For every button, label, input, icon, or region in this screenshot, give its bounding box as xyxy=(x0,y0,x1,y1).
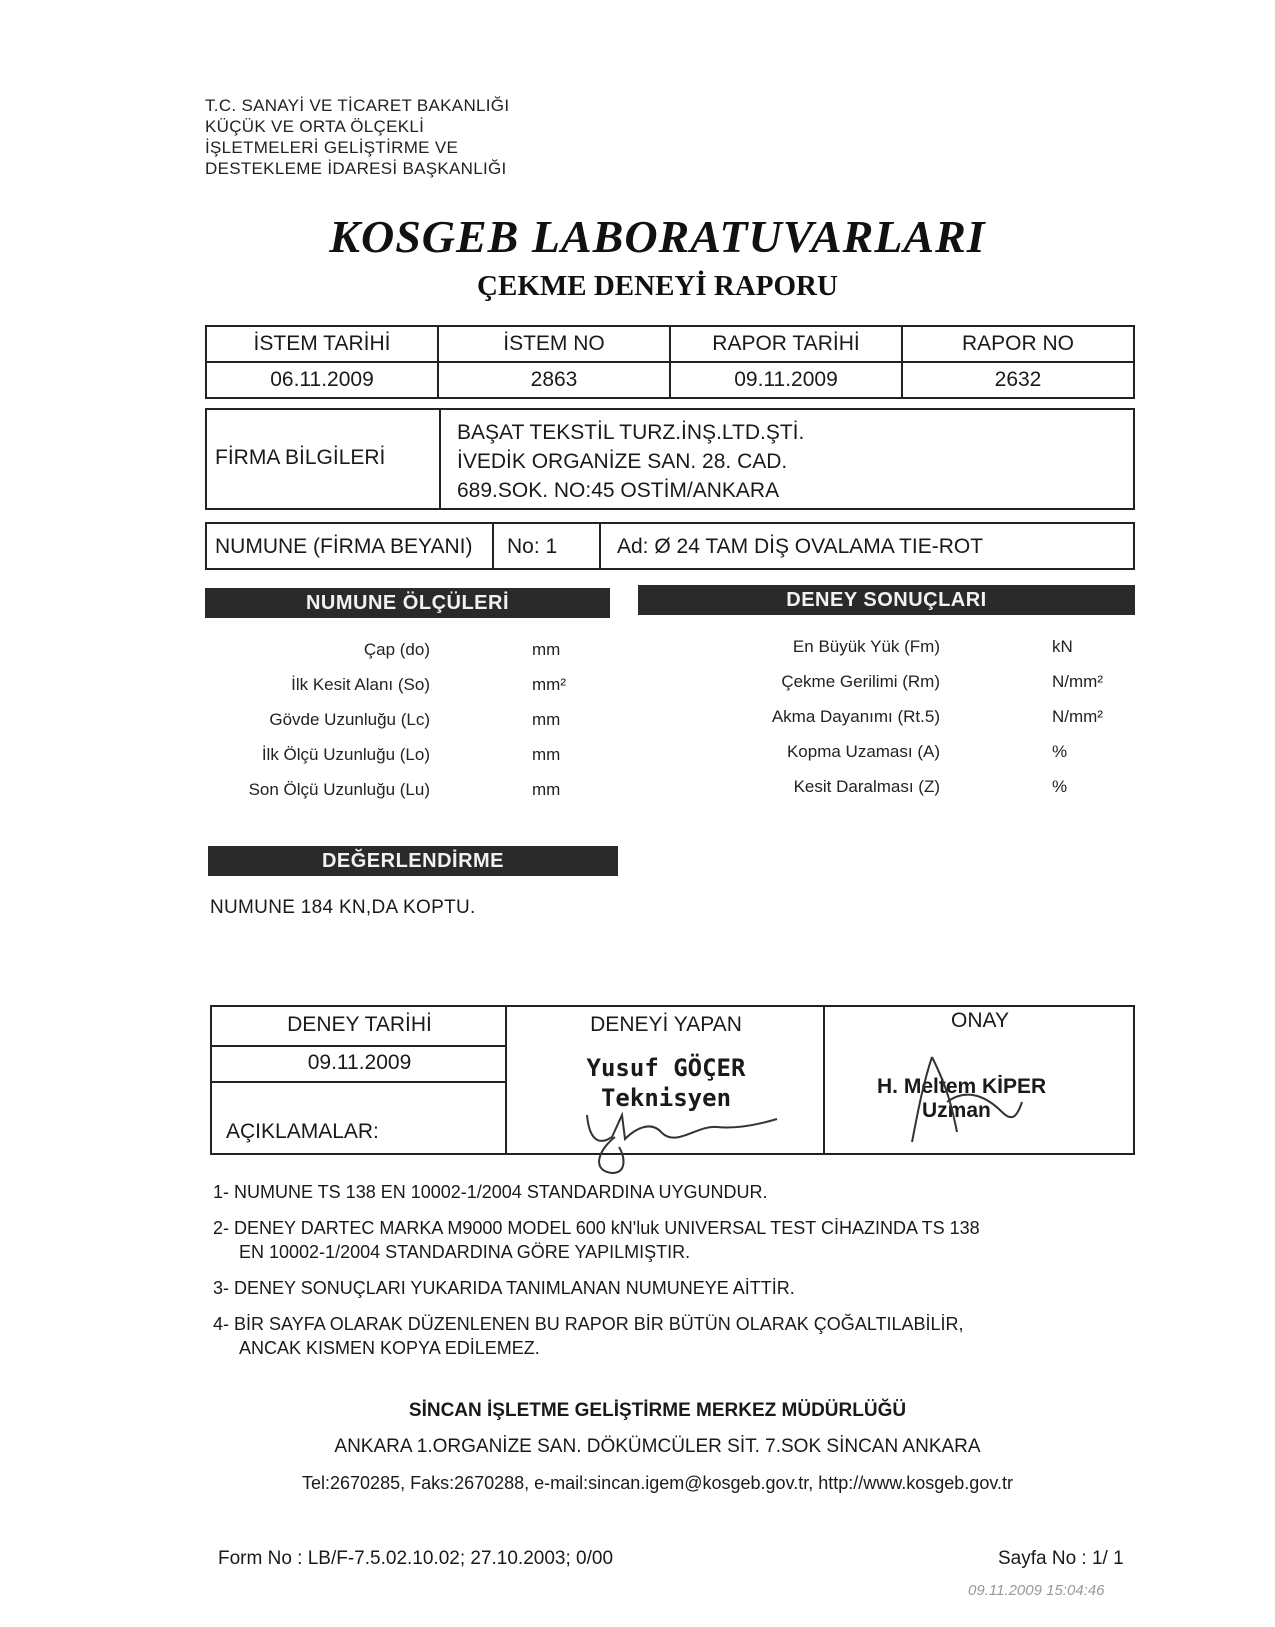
firm-line: 689.SOK. NO:45 OSTİM/ANKARA xyxy=(457,479,780,502)
sample-divider xyxy=(492,524,494,568)
approval-label: ONAY xyxy=(951,1009,1009,1032)
evaluation-text: NUMUNE 184 KN,DA KOPTU. xyxy=(210,897,476,918)
request-no-header: İSTEM NO xyxy=(438,326,670,362)
sample-box xyxy=(205,522,1135,570)
firm-address xyxy=(457,418,804,505)
request-table xyxy=(205,325,1135,399)
result-label: Akma Dayanımı (Rt.5) xyxy=(771,707,940,726)
measurement-unit: mm xyxy=(532,780,561,799)
report-title: ÇEKME DENEYİ RAPORU xyxy=(477,270,838,302)
approver-name: H. Meltem KİPER xyxy=(877,1075,1047,1098)
report-no-header: RAPOR NO xyxy=(902,326,1134,362)
note-line: 4- BİR SAYFA OLARAK DÜZENLENEN BU RAPOR BİR BÜTÜN OLARAK ÇOĞALTILABİLİR, xyxy=(213,1314,964,1334)
office-contact: Tel:2670285, Faks:2670288, e-mail:sincan.igem@kosgeb.gov.tr, http://www.kosgeb.gov.tr xyxy=(302,1473,1013,1493)
ministry-line: İŞLETMELERİ GELİŞTİRME VE xyxy=(205,138,459,157)
sample-name: Ad: Ø 24 TAM DİŞ OVALAMA TIE-ROT xyxy=(617,535,984,558)
performer-title: Teknisyen xyxy=(600,1084,732,1112)
evaluation-title-bar: DEĞERLENDİRME xyxy=(208,846,618,876)
note-item xyxy=(213,1216,1133,1264)
result-label: Çekme Gerilimi (Rm) xyxy=(781,672,940,691)
note-line: 2- DENEY DARTEC MARKA M9000 MODEL 600 kN'luk UNIVERSAL TEST CİHAZINDA TS 138 xyxy=(213,1218,980,1238)
note-line: EN 10002-1/2004 STANDARDINA GÖRE YAPILMIŞTIR. xyxy=(239,1242,691,1262)
report-no-value: 2632 xyxy=(902,362,1134,398)
approver-title: Uzman xyxy=(922,1099,991,1122)
measurement-label: İlk Kesit Alanı (So) xyxy=(291,675,430,694)
office-name: SİNCAN İŞLETME GELİŞTİRME MERKEZ MÜDÜRLÜĞÜ xyxy=(408,1400,907,1421)
result-unit: N/mm² xyxy=(1052,672,1103,691)
measurement-label: İlk Ölçü Uzunluğu (Lo) xyxy=(261,745,430,764)
performer-label: DENEYİ YAPAN xyxy=(590,1013,742,1036)
notes-list xyxy=(213,1180,1133,1372)
form-number: Form No : LB/F-7.5.02.10.02; 27.10.2003; 0/00 xyxy=(218,1548,614,1569)
measurement-unit: mm² xyxy=(532,675,566,694)
result-label: En Büyük Yük (Fm) xyxy=(792,637,940,656)
page-number: Sayfa No : 1/ 1 xyxy=(998,1548,1124,1569)
ministry-line: KÜÇÜK VE ORTA ÖLÇEKLİ xyxy=(205,117,425,136)
result-unit: N/mm² xyxy=(1052,707,1103,726)
measurement-label: Çap (do) xyxy=(363,640,430,659)
measurement-unit: mm xyxy=(532,710,561,729)
measurement-unit: mm xyxy=(532,745,561,764)
signature-block xyxy=(210,1005,1135,1155)
result-unit: % xyxy=(1052,777,1068,796)
print-timestamp: 09.11.2009 15:04:46 xyxy=(968,1582,1105,1599)
request-date-header: İSTEM TARİHİ xyxy=(206,326,438,362)
ministry-header xyxy=(205,95,509,179)
office-address: ANKARA 1.ORGANİZE SAN. DÖKÜMCÜLER SİT. 7.SOK SİNCAN ANKARA xyxy=(334,1436,981,1457)
ministry-line: DESTEKLEME İDARESİ BAŞKANLIĞI xyxy=(205,159,507,178)
measurements-title-bar: NUMUNE ÖLÇÜLERİ xyxy=(205,588,610,618)
note-item xyxy=(213,1312,1133,1360)
firm-line: BAŞAT TEKSTİL TURZ.İNŞ.LTD.ŞTİ. xyxy=(457,421,805,444)
result-unit: kN xyxy=(1052,637,1073,656)
report-date-header: RAPOR TARİHİ xyxy=(670,326,902,362)
result-label: Kopma Uzaması (A) xyxy=(786,742,940,761)
sample-number: No: 1 xyxy=(507,535,558,558)
request-header-row xyxy=(206,326,1134,362)
note-item xyxy=(213,1276,1133,1300)
note-line: 3- DENEY SONUÇLARI YUKARIDA TANIMLANAN NUMUNEYE AİTTİR. xyxy=(213,1278,795,1298)
request-no-value: 2863 xyxy=(438,362,670,398)
lab-title: KOSGEB LABORATUVARLARI xyxy=(329,211,986,262)
sample-divider xyxy=(599,524,601,568)
performer-signature-icon xyxy=(567,1107,787,1177)
sample-label: NUMUNE (FİRMA BEYANI) xyxy=(215,535,473,558)
note-item xyxy=(213,1180,1133,1204)
result-unit: % xyxy=(1052,742,1068,761)
sign-divider xyxy=(212,1045,507,1047)
request-date-value: 06.11.2009 xyxy=(206,362,438,398)
performer-name: Yusuf GÖÇER xyxy=(586,1054,746,1082)
results-title-bar: DENEY SONUÇLARI xyxy=(638,585,1135,615)
result-label: Kesit Daralması (Z) xyxy=(793,777,940,796)
report-date-value: 09.11.2009 xyxy=(670,362,902,398)
test-date-label: DENEY TARİHİ xyxy=(287,1013,432,1036)
measurement-label: Gövde Uzunluğu (Lc) xyxy=(269,710,430,729)
note-line: ANCAK KISMEN KOPYA EDİLEMEZ. xyxy=(239,1338,540,1358)
sign-divider xyxy=(212,1081,507,1083)
firm-line: İVEDİK ORGANİZE SAN. 28. CAD. xyxy=(457,450,788,473)
firm-divider xyxy=(439,410,441,508)
measurement-unit: mm xyxy=(532,640,561,659)
approver-signature-icon xyxy=(892,1047,1042,1147)
request-value-row xyxy=(206,362,1134,398)
ministry-line: T.C. SANAYİ VE TİCARET BAKANLIĞI xyxy=(205,96,510,115)
note-line: 1- NUMUNE TS 138 EN 10002-1/2004 STANDARDINA UYGUNDUR. xyxy=(213,1182,768,1202)
test-date-value: 09.11.2009 xyxy=(307,1051,412,1074)
firm-info-label: FİRMA BİLGİLERİ xyxy=(215,446,386,469)
measurement-label: Son Ölçü Uzunluğu (Lu) xyxy=(248,780,430,799)
notes-label: AÇIKLAMALAR: xyxy=(226,1120,379,1143)
firm-info-box xyxy=(205,408,1135,510)
